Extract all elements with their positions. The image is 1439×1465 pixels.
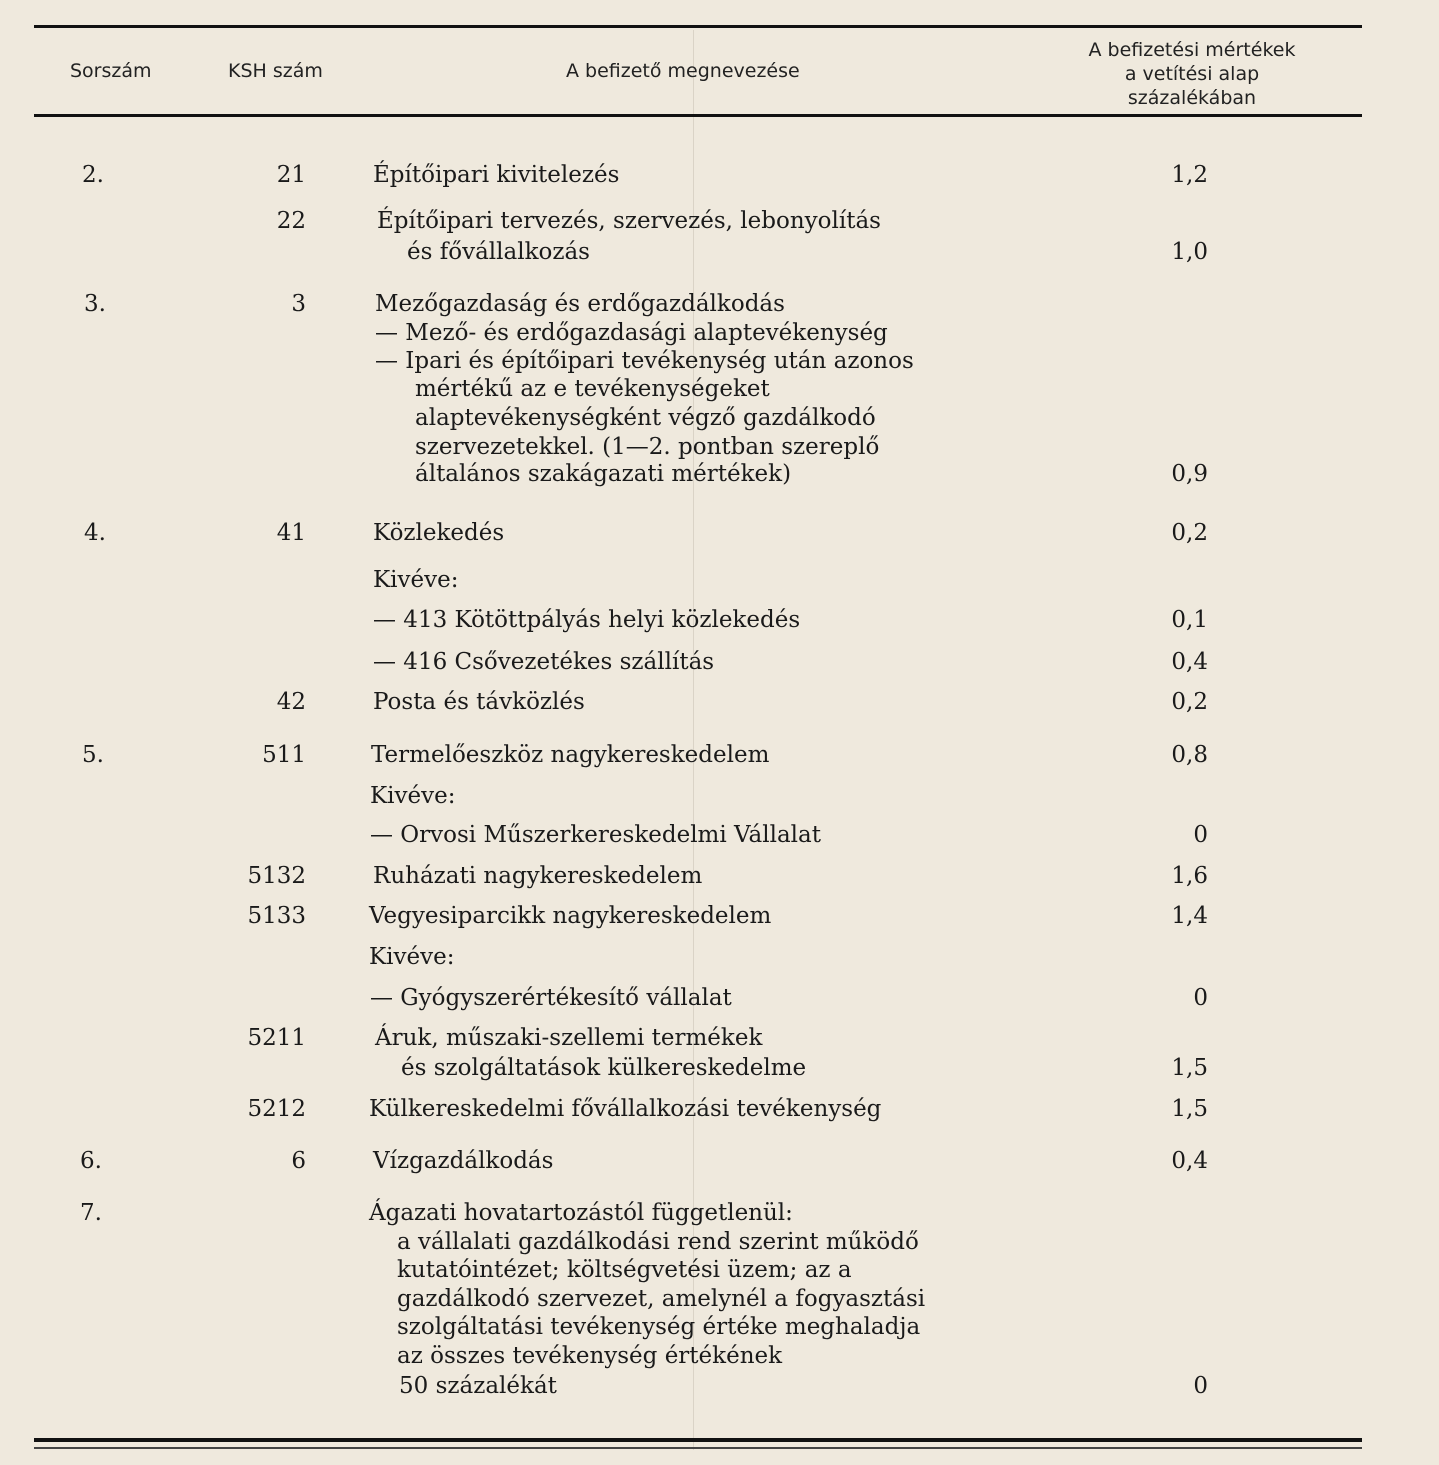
header-bottom-rule: [34, 114, 1362, 117]
table-bottom-rule-thin: [34, 1447, 1362, 1449]
cell-ksh-szam: 5132: [247, 863, 306, 889]
cell-sorszam: 2.: [82, 162, 104, 188]
cell-befizetesi-mertek: 1,0: [1171, 239, 1208, 265]
cell-megnevezes-line: 50 százalékát: [399, 1373, 557, 1399]
cell-megnevezes-line: Kivéve:: [373, 567, 459, 593]
cell-megnevezes-line: Kivéve:: [369, 944, 455, 970]
cell-befizetesi-mertek: 0,4: [1171, 1148, 1208, 1174]
cell-sorszam: 3.: [84, 291, 106, 317]
cell-sorszam: 6.: [80, 1148, 102, 1174]
cell-megnevezes-line: szervezetekkel. (1—2. pontban szereplő: [415, 434, 880, 460]
header-befizetesi-mertekek: [1062, 38, 1322, 110]
header-rate-line: A befizetési mértékek: [1088, 39, 1296, 61]
cell-megnevezes-line: — 413 Kötöttpályás helyi közlekedés: [373, 607, 801, 633]
header-rate-line: a vetítési alap: [1124, 63, 1260, 85]
cell-megnevezes-line: Vegyesiparcikk nagykereskedelem: [369, 903, 772, 929]
cell-ksh-szam: 22: [276, 208, 306, 234]
cell-megnevezes-line: Építőipari tervezés, szervezés, lebonyolítás: [377, 208, 881, 234]
cell-befizetesi-mertek: 1,2: [1171, 162, 1208, 188]
table-bottom-rule: [34, 1438, 1362, 1442]
header-ksh-szam: KSH szám: [228, 60, 323, 82]
cell-sorszam: 4.: [84, 520, 106, 546]
cell-befizetesi-mertek: 0,4: [1171, 649, 1208, 675]
cell-befizetesi-mertek: 0,8: [1171, 742, 1208, 768]
cell-megnevezes-line: gazdálkodó szervezet, amelynél a fogyasztási: [397, 1286, 926, 1312]
cell-megnevezes-line: mértékű az e tevékenységeket: [415, 376, 770, 402]
cell-megnevezes-line: Mezőgazdaság és erdőgazdálkodás: [375, 291, 785, 317]
cell-megnevezes-line: Vízgazdálkodás: [373, 1148, 554, 1174]
cell-megnevezes-line: alaptevékenységként végző gazdálkodó: [415, 405, 876, 431]
cell-megnevezes-line: általános szakágazati mértékek): [415, 461, 792, 487]
cell-megnevezes-line: — Orvosi Műszerkereskedelmi Vállalat: [370, 822, 821, 848]
cell-sorszam: 7.: [80, 1200, 102, 1226]
cell-ksh-szam: 5212: [247, 1096, 306, 1122]
cell-ksh-szam: 41: [276, 520, 306, 546]
cell-ksh-szam: 6: [291, 1148, 306, 1174]
header-befizeto-megnevezese: A befizető megnevezése: [566, 60, 800, 82]
cell-ksh-szam: 42: [276, 689, 306, 715]
cell-ksh-szam: 5211: [247, 1025, 306, 1051]
cell-ksh-szam: 511: [262, 742, 306, 768]
cell-megnevezes-line: — Gyógyszerértékesítő vállalat: [370, 985, 732, 1011]
cell-megnevezes-line: Ruházati nagykereskedelem: [373, 863, 703, 889]
cell-ksh-szam: 3: [291, 291, 306, 317]
cell-megnevezes-line: az összes tevékenység értékének: [397, 1343, 783, 1369]
cell-megnevezes-line: szolgáltatási tevékenység értéke meghaladja: [397, 1314, 921, 1340]
cell-befizetesi-mertek: 0,1: [1171, 607, 1208, 633]
cell-ksh-szam: 21: [276, 162, 306, 188]
cell-befizetesi-mertek: 1,5: [1171, 1096, 1208, 1122]
cell-befizetesi-mertek: 1,6: [1171, 863, 1208, 889]
table-top-rule: [34, 25, 1362, 28]
cell-megnevezes-line: és fővállalkozás: [407, 239, 590, 265]
cell-megnevezes-line: Termelőeszköz nagykereskedelem: [371, 742, 770, 768]
cell-befizetesi-mertek: 0,9: [1171, 461, 1208, 487]
cell-megnevezes-line: és szolgáltatások külkereskedelme: [401, 1055, 807, 1081]
cell-megnevezes-line: — Mező- és erdőgazdasági alaptevékenység: [375, 320, 888, 346]
cell-megnevezes-line: Kivéve:: [370, 783, 456, 809]
cell-megnevezes-line: Ágazati hovatartozástól függetlenül:: [369, 1200, 793, 1226]
header-rate-line: százalékában: [1127, 87, 1257, 109]
cell-ksh-szam: 5133: [247, 903, 306, 929]
cell-befizetesi-mertek: 0: [1193, 1373, 1208, 1399]
cell-megnevezes-line: Áruk, műszaki-szellemi termékek: [375, 1025, 763, 1051]
cell-befizetesi-mertek: 0: [1193, 985, 1208, 1011]
cell-befizetesi-mertek: 0,2: [1171, 689, 1208, 715]
cell-megnevezes-line: Külkereskedelmi fővállalkozási tevékenység: [369, 1096, 882, 1122]
cell-megnevezes-line: — 416 Csővezetékes szállítás: [373, 649, 715, 675]
cell-megnevezes-line: Építőipari kivitelezés: [373, 162, 620, 188]
cell-megnevezes-line: kutatóintézet; költségvetési üzem; az a: [397, 1257, 852, 1283]
cell-befizetesi-mertek: 1,4: [1171, 903, 1208, 929]
cell-befizetesi-mertek: 0: [1193, 822, 1208, 848]
cell-megnevezes-line: — Ipari és építőipari tevékenység után azonos: [375, 348, 914, 374]
cell-megnevezes-line: Posta és távközlés: [373, 689, 585, 715]
cell-sorszam: 5.: [82, 742, 104, 768]
cell-megnevezes-line: Közlekedés: [373, 520, 505, 546]
header-sorszam: Sorszám: [70, 60, 152, 82]
cell-befizetesi-mertek: 1,5: [1171, 1055, 1208, 1081]
cell-megnevezes-line: a vállalati gazdálkodási rend szerint működő: [397, 1229, 919, 1255]
cell-befizetesi-mertek: 0,2: [1171, 520, 1208, 546]
